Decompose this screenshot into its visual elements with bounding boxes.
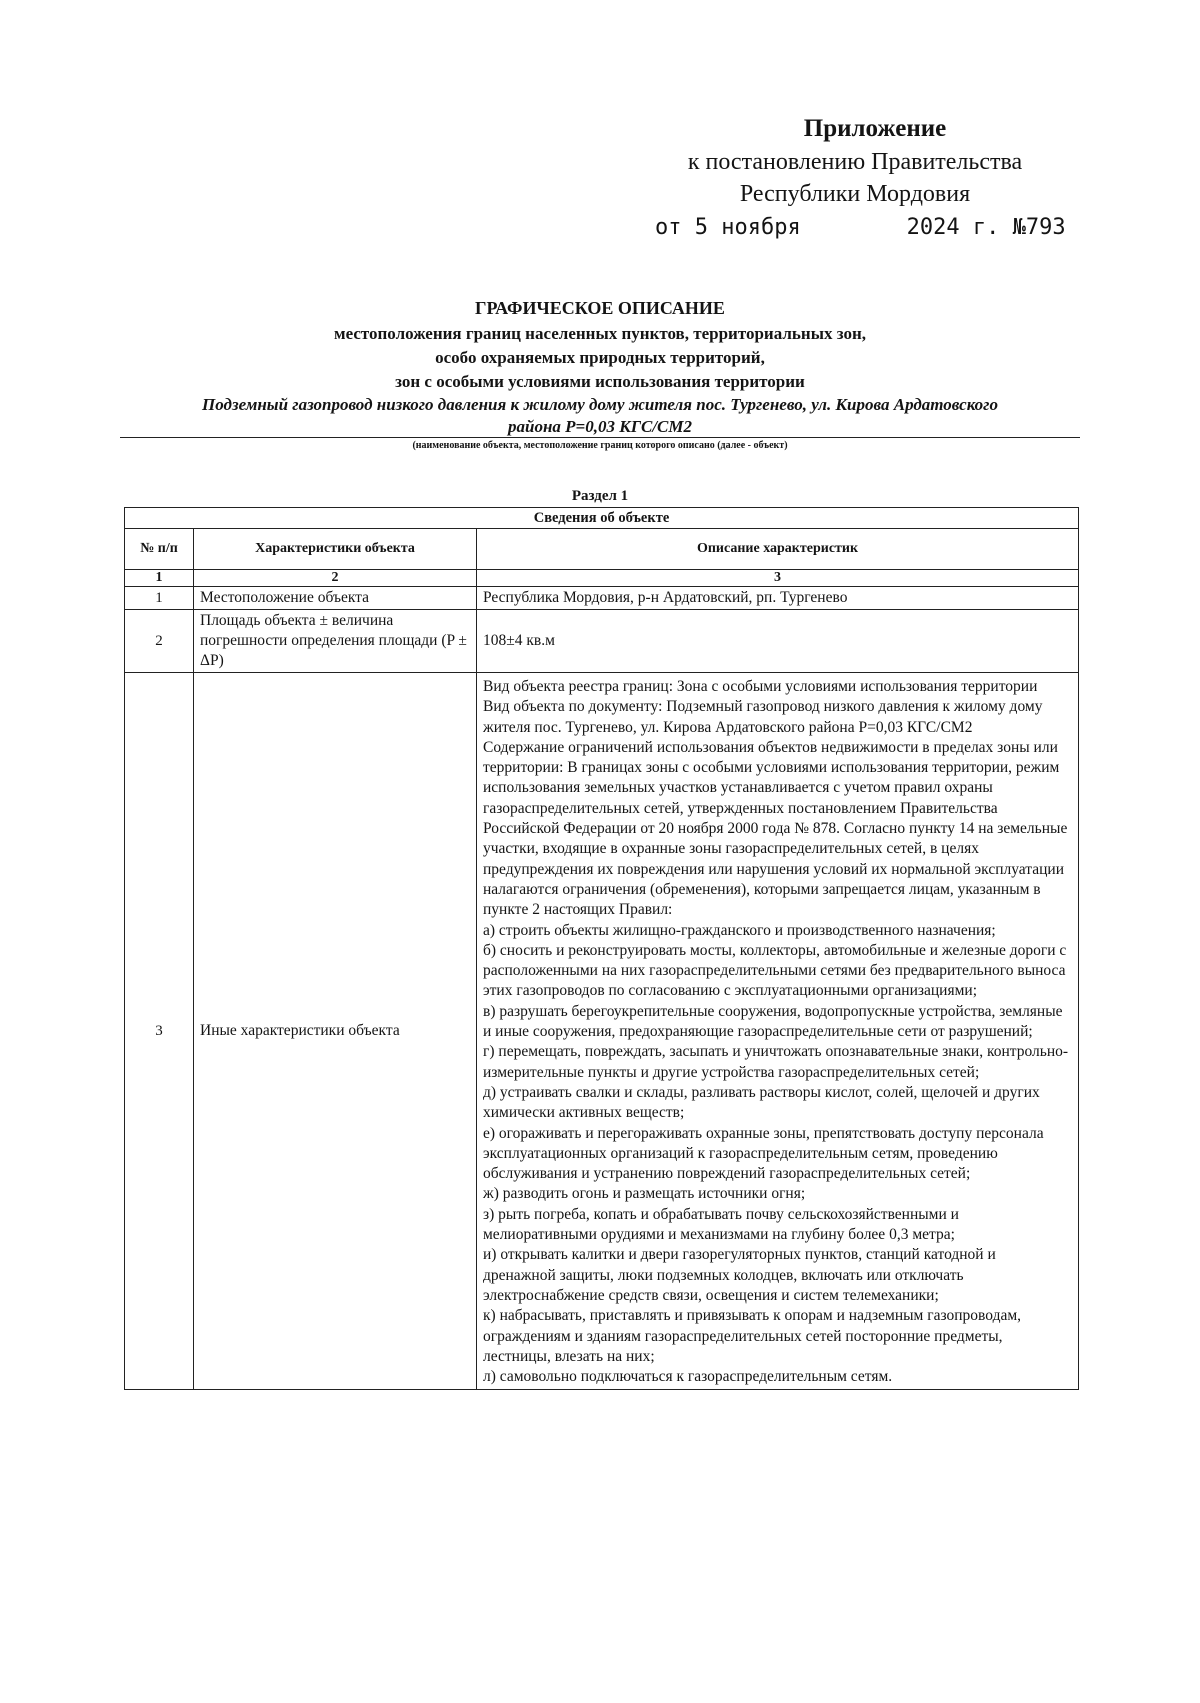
header-characteristics: Характеристики объекта bbox=[194, 529, 477, 570]
column-number: 2 bbox=[194, 570, 477, 587]
row-characteristic: Местоположение объекта bbox=[194, 587, 477, 610]
column-number: 3 bbox=[477, 570, 1079, 587]
description-paragraph: Вид объекта по документу: Подземный газопровод низкого давления к жилому дому жителя пос. Тургенево, ул. Кирова Ардатовского района Р=0,03 КГС/СМ2 bbox=[483, 698, 1043, 736]
section-label: Раздел 1 bbox=[571, 488, 629, 504]
table-row bbox=[125, 673, 1079, 1390]
table-row bbox=[125, 610, 1079, 673]
row-number: 2 bbox=[125, 610, 194, 673]
document-subtitle-line: особо охраняемых природных территорий, bbox=[435, 348, 765, 367]
description-paragraph: г) перемещать, повреждать, засыпать и уничтожать опознавательные знаки, контрольно-измерительные пункты и другие устройства газораспределительных сетей; bbox=[483, 1043, 1069, 1081]
document-title-block bbox=[120, 296, 1080, 438]
row-characteristic: Площадь объекта ± величина погрешности определения площади (P ± ΔP) bbox=[194, 610, 477, 673]
description-paragraph: ж) разводить огонь и размещать источники огня; bbox=[483, 1185, 806, 1203]
description-paragraph: Содержание ограничений использования объектов недвижимости в пределах зоны или территории: В границах зоны с особыми условиями использования территории, режим использования земельных участков устанавливается с учетом правил охраны газораспределительных сетей, утвержденных постановлением Правительства Российской Федерации от 20 ноября 2000 года № 878. Согласно пункту 14 на земельные участки, входящие в охранные зоны газораспределительных сетей, в целях предупреждения их повреждения или нарушения условий их нормальной эксплуатации налагаются ограничения (обременения), которыми запрещается лицам, указанным в пункте 2 настоящих Правил: bbox=[483, 738, 1068, 919]
description-paragraph: з) рыть погреба, копать и обрабатывать почву сельскохозяйственными и мелиоративными орудиями и механизмами на глубину более 0,3 метра; bbox=[483, 1205, 959, 1244]
header-description: Описание характеристик bbox=[477, 529, 1079, 570]
column-number: 1 bbox=[125, 570, 194, 587]
row-description: 108±4 кв.м bbox=[477, 610, 1079, 673]
description-paragraph: а) строить объекты жилищно-гражданского и производственного назначения; bbox=[483, 921, 996, 939]
row-number: 3 bbox=[125, 673, 194, 1390]
description-paragraph: б) сносить и реконструировать мосты, коллекторы, автомобильные и железные дороги с расположенными на них газораспределительными сетями без предварительного выноса этих газопроводов по согласованию с эксплуатационными организациями; bbox=[483, 941, 1067, 1000]
appendix-resolution-line: к постановлению Правительства bbox=[687, 149, 1023, 175]
object-name-underline bbox=[120, 437, 1080, 438]
appendix-government-line: Республики Мордовия bbox=[739, 181, 971, 207]
object-name-note: (наименование объекта, местоположение границ которого описано (далее - объект) bbox=[412, 440, 788, 451]
description-paragraph: д) устраивать свалки и склады, разливать растворы кислот, солей, щелочей и других химически активных веществ; bbox=[483, 1083, 1040, 1122]
description-paragraph: в) разрушать берегоукрепительные сооружения, водопропускные устройства, земляные и иные сооружения, предохраняющие газораспределительные сети от разрушений; bbox=[483, 1002, 1063, 1041]
appendix-date-number: от 5 ноября 2024 г. №793 bbox=[655, 215, 1066, 240]
description-paragraph: л) самовольно подключаться к газораспределительным сетям. bbox=[483, 1368, 893, 1386]
object-name-line: Подземный газопровод низкого давления к жилому дому жителя пос. Тургенево, ул. Кирова Ардатовского bbox=[202, 395, 998, 414]
object-name-line: района Р=0,03 КГС/СМ2 bbox=[507, 417, 693, 436]
header-num: № п/п bbox=[125, 529, 194, 570]
appendix-title: Приложение bbox=[803, 115, 947, 142]
description-paragraph: к) набрасывать, приставлять и привязывать к опорам и надземным газопроводам, ограждениям и зданиям газораспределительных сетей посторонние предметы, лестницы, влезать на них; bbox=[483, 1307, 1022, 1365]
row-characteristic: Иные характеристики объекта bbox=[194, 673, 477, 1390]
object-info-table bbox=[124, 507, 1079, 1390]
description-paragraph: и) открывать калитки и двери газорегуляторных пунктов, станций катодной и дренажной защиты, люки подземных колодцев, включать или отключать электроснабжение средств связи, освещения и систем телемеханики; bbox=[483, 1246, 996, 1304]
document-subtitle-line: зон с особыми условиями использования территории bbox=[395, 372, 805, 391]
row-description bbox=[477, 673, 1079, 1390]
description-paragraph: е) огораживать и перегораживать охранные зоны, препятствовать доступу персонала эксплуатационных организаций к газораспределительным сетям, проведению обслуживания и устранению повреждений газораспределительных сетей; bbox=[483, 1124, 1044, 1183]
row-number: 1 bbox=[125, 587, 194, 610]
document-subtitle-line: местоположения границ населенных пунктов, территориальных зон, bbox=[334, 324, 866, 343]
table-row bbox=[125, 587, 1079, 610]
appendix-block bbox=[625, 112, 1085, 246]
description-paragraph: Вид объекта реестра границ: Зона с особыми условиями использования территории bbox=[483, 678, 1038, 695]
document-title: ГРАФИЧЕСКОЕ ОПИСАНИЕ bbox=[475, 298, 725, 318]
table-caption: Сведения об объекте bbox=[125, 508, 1079, 529]
row-description: Республика Мордовия, р-н Ардатовский, рп. Тургенево bbox=[477, 587, 1079, 610]
